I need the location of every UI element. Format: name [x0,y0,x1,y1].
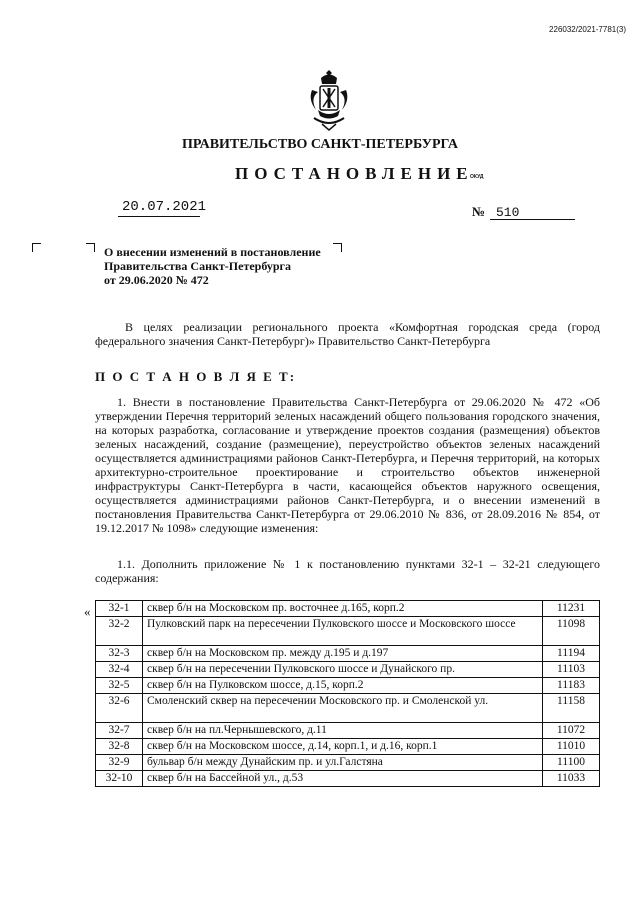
table-row [96,694,600,723]
item-number: 32-4 [96,662,143,678]
resolves-heading: П О С Т А Н О В Л Я Е Т: [95,369,297,384]
item-code: 11100 [543,755,600,771]
item-name: сквер б/н на пл.Чернышевского, д.11 [143,723,543,739]
item-name: сквер б/н на Московском шоссе, д.14, корп.1, и д.16, корп.1 [143,739,543,755]
table-row [96,617,600,646]
item-name: сквер б/н на пересечении Пулковского шоссе и Дунайского пр. [143,662,543,678]
document-subject [104,245,321,287]
item-name: сквер б/н на Московском пр. между д.195 и д.197 [143,646,543,662]
item-code: 11231 [543,601,600,617]
item-code: 11033 [543,771,600,787]
item-number: 32-2 [96,617,143,646]
item-name: бульвар б/н между Дунайским пр. и ул.Галстяна [143,755,543,771]
subject-line: от 29.06.2020 № 472 [104,273,209,287]
number-sign: № [472,204,486,219]
subject-line: Правительства Санкт-Петербурга [104,259,292,273]
okud-label: ОКУД [470,174,484,180]
item-number: 32-3 [96,646,143,662]
government-name: ПРАВИТЕЛЬСТВО САНКТ-ПЕТЕРБУРГА [181,137,459,152]
document-number: 226032/2021-7781(3) [549,25,626,34]
item-name: сквер б/н на Московском пр. восточнее д.165, корп.2 [143,601,543,617]
paragraph-1-1: 1.1. Дополнить приложение № 1 к постановлению пунктами 32-1 – 32-21 следующего содержания: [95,557,600,585]
table-row [96,739,600,755]
item-name: Смоленский сквер на пересечении Московского пр. и Смоленской ул. [143,694,543,723]
document-title: ПОСТАНОВЛЕНИЕ [235,164,474,183]
document-number-value: 510 [496,205,520,220]
item-code: 11183 [543,678,600,694]
number-underline [490,219,575,220]
item-name: сквер б/н на Пулковском шоссе, д.15, корп.2 [143,678,543,694]
opening-quote: « [84,604,91,619]
coat-of-arms-icon [308,68,350,134]
item-name: Пулковский парк на пересечении Пулковского шоссе и Московского шоссе [143,617,543,646]
corner-mark-subject-left [86,243,95,252]
item-code: 11103 [543,662,600,678]
preamble-text: В целях реализации регионального проекта «Комфортная городская среда (город федерального значения Санкт-Петербург)» Правительство Санкт-Петербурга [95,320,600,348]
item-code: 11072 [543,723,600,739]
item-number: 32-9 [96,755,143,771]
document-date: 20.07.2021 [122,199,207,215]
table-row [96,678,600,694]
item-number: 32-5 [96,678,143,694]
item-code: 11194 [543,646,600,662]
table-row [96,601,600,617]
table-row [96,771,600,787]
table-row [96,755,600,771]
item-number: 32-6 [96,694,143,723]
table-row [96,662,600,678]
corner-mark-left [32,243,41,252]
corner-mark-subject-right [333,243,342,252]
item-code: 11158 [543,694,600,723]
parks-table [95,600,600,787]
item-code: 11010 [543,739,600,755]
table-row [96,723,600,739]
subject-line: О внесении изменений в постановление [104,245,321,259]
item-number: 32-7 [96,723,143,739]
item-name: сквер б/н на Бассейной ул., д.53 [143,771,543,787]
item-number: 32-1 [96,601,143,617]
item-code: 11098 [543,617,600,646]
date-underline [118,216,200,217]
item-number: 32-10 [96,771,143,787]
table-row [96,646,600,662]
paragraph-1: 1. Внести в постановление Правительства Санкт-Петербурга от 29.06.2020 № 472 «Об утверждении Перечня территорий зеленых насаждений общего пользования городского значения, на которых разработка, согласование и утверждение проектов создания (размещения) объектов зеленых насаждений, создание (размещение), переустройство объектов зеленых насаждений осуществляется администрациями районов Санкт-Петербурга, и Перечня территорий, на которых архитектурно-строительное проектирование и строительство объектов инженерной инфраструктуры Санкт-Петербурга в части, касающейся объектов наружного освещения, осуществляется администрациями районов Санкт-Петербурга, и о внесении изменений в постановления Правительства Санкт-Петербурга от 29.06.2010 № 836, от 28.09.2016 № 854, от 19.12.2017 № 1098» следующие изменения: [95,395,600,535]
item-number: 32-8 [96,739,143,755]
